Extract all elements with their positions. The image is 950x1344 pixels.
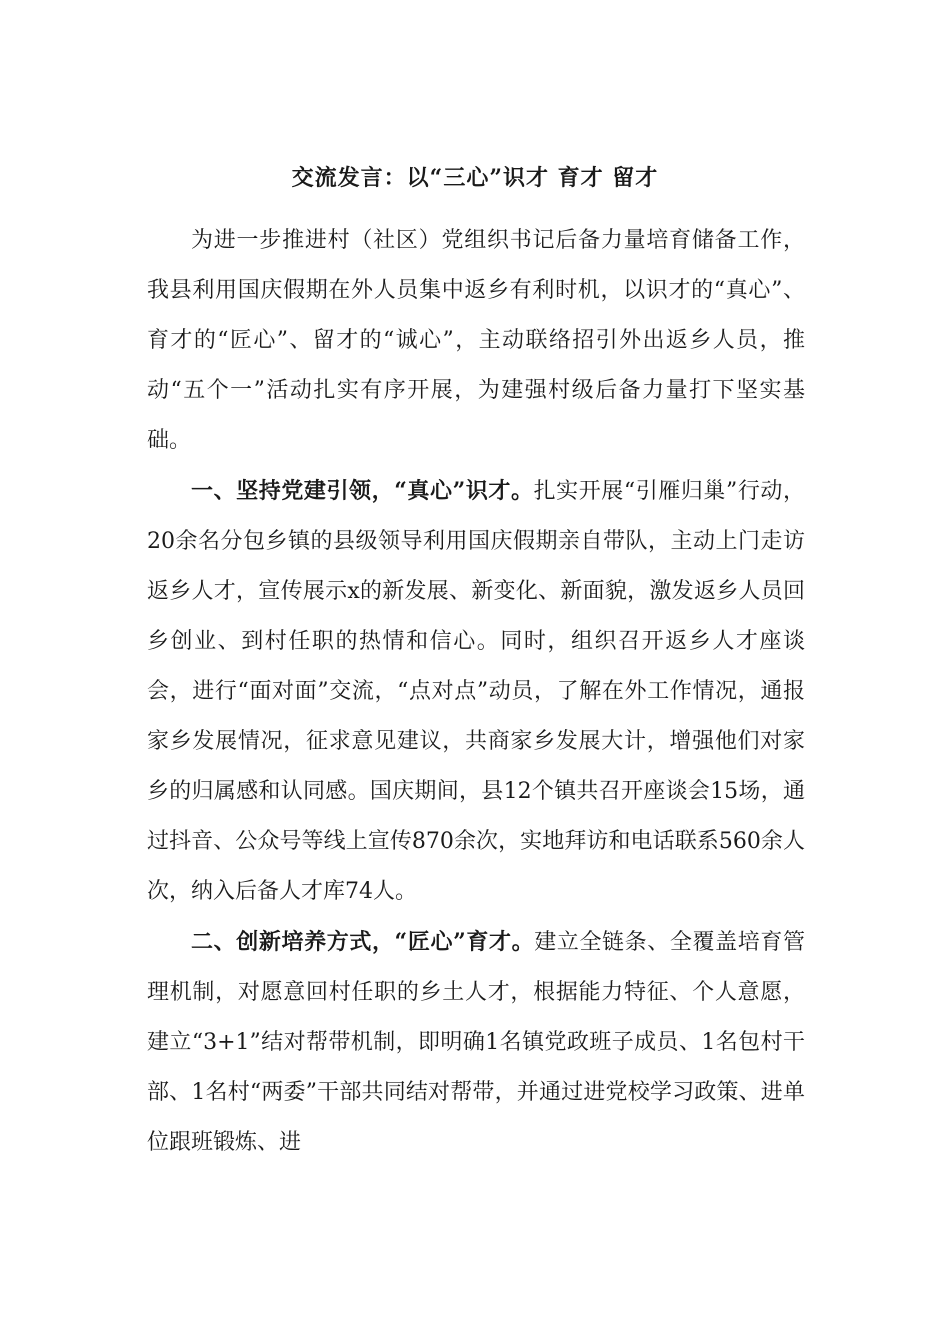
section-heading: 一、坚持党建引领，“真心”识才。 xyxy=(191,478,534,504)
paragraph-text: 为进一步推进村（社区）党组织书记后备力量培育储备工作，我县利用国庆假期在外人员集中返乡有利时机，以识才的“真心”、育才的“匠心”、留才的“诚心”，主动联络招引外出返乡人员，推动“五个一”活动扎实有序开展，为建强村级后备力量打下坚实基础。 xyxy=(147,228,805,453)
document-body xyxy=(147,215,805,1168)
paragraph-section-2 xyxy=(147,917,805,1168)
paragraph-text: 建立全链条、全覆盖培育管理机制，对愿意回村任职的乡土人才，根据能力特征、个人意愿，建立“3+1”结对帮带机制，即明确1名镇党政班子成员、1名包村干部、1名村“两委”干部共同结对帮带，并通过进党校学习政策、进单位跟班锻炼、进 xyxy=(147,930,805,1155)
paragraph-section-1 xyxy=(147,466,805,917)
paragraph-text: 扎实开展“引雁归巢”行动，20余名分包乡镇的县级领导利用国庆假期亲自带队，主动上门走访返乡人才，宣传展示x的新发展、新变化、新面貌，激发返乡人员回乡创业、到村任职的热情和信心。同时，组织召开返乡人才座谈会，进行“面对面”交流，“点对点”动员，了解在外工作情况，通报家乡发展情况，征求意见建议，共商家乡发展大计，增强他们对家乡的归属感和认同感。国庆期间，县12个镇共召开座谈会15场，通过抖音、公众号等线上宣传870余次，实地拜访和电话联系560余人次，纳入后备人才库74人。 xyxy=(147,479,805,904)
paragraph-intro xyxy=(147,215,805,466)
document-title: 交流发言：以“三心”识才 育才 留才 xyxy=(291,165,659,191)
section-heading: 二、创新培养方式，“匠心”育才。 xyxy=(191,929,535,955)
